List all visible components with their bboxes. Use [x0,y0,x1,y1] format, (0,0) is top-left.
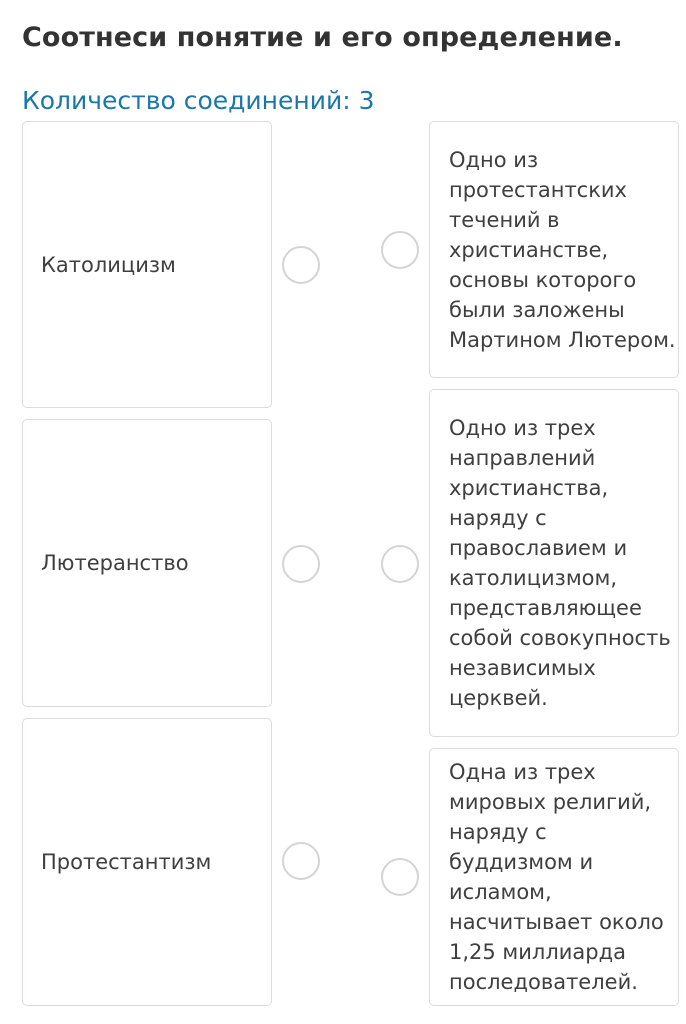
connections-count: Количество соединений: 3 [22,86,375,115]
definition-card[interactable] [429,121,679,378]
left-connector-circle[interactable] [282,842,320,880]
definition-text: Одно из протестантских течений в христианстве, основы которого были заложены Мартином Лютером. [449,147,676,352]
definition-text: Одно из трех направлений христианства, наряду с православием и католицизмом, представляющее собой совокупность независимых церквей. [449,416,671,710]
definition-card[interactable] [429,389,679,737]
concept-card[interactable] [22,419,272,707]
concept-label: Католицизм [41,252,176,277]
right-connector-circle[interactable] [381,545,419,583]
concept-label: Лютеранство [41,551,189,575]
right-connector-circle[interactable] [381,231,419,269]
left-connector-circle[interactable] [282,545,320,583]
definition-text: Одна из трех мировых религий, наряду с буддизмом и исламом, насчитывает около 1,25 миллиарда последователей. [449,760,664,994]
concept-card[interactable] [22,718,272,1006]
concept-card[interactable] [22,121,272,408]
right-connector-circle[interactable] [381,858,419,896]
task-title: Соотнеси понятие и его определение. [22,22,623,53]
left-connector-circle[interactable] [282,246,320,284]
definition-card[interactable] [429,748,679,1006]
concept-label: Протестантизм [41,850,212,874]
